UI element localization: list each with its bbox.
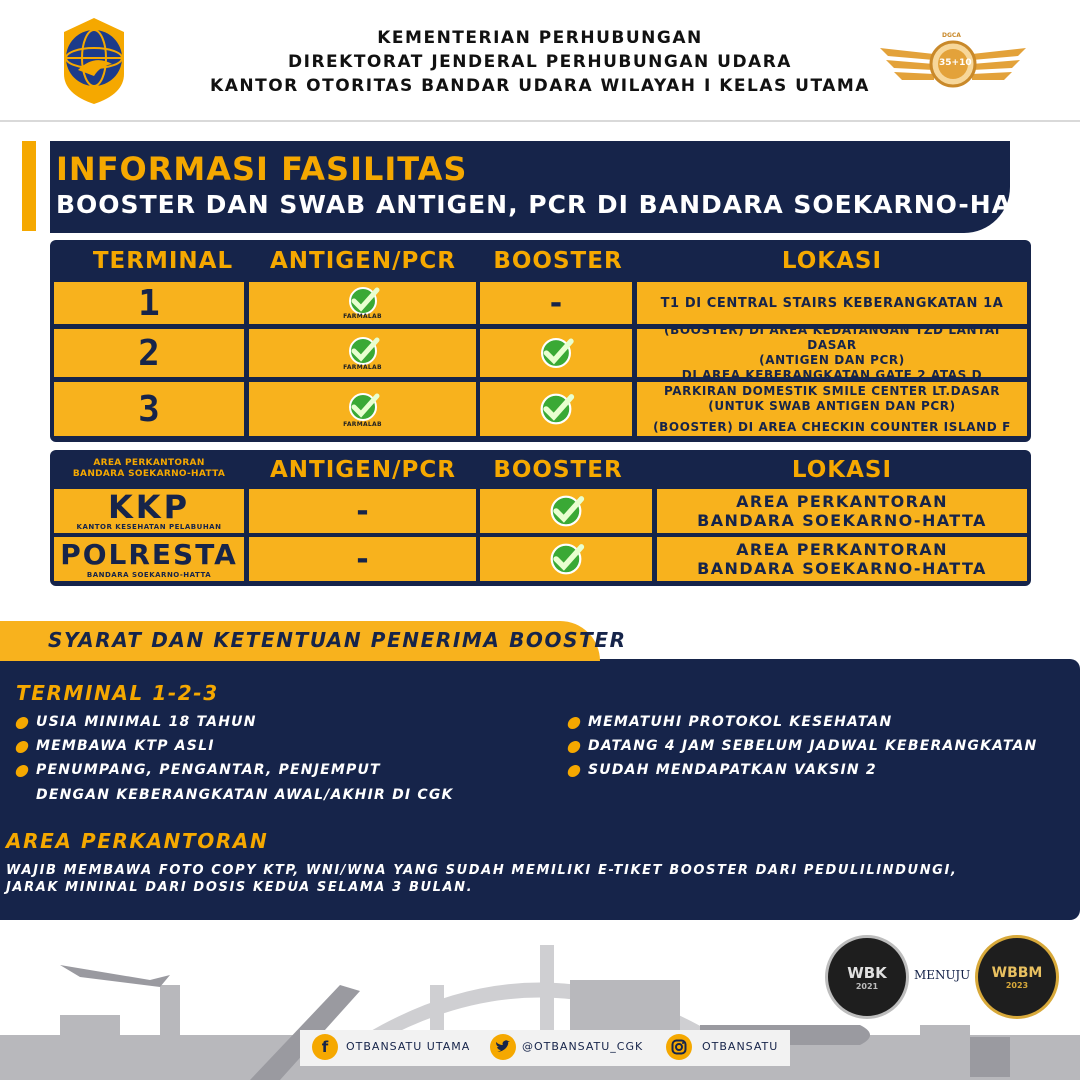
req-left-2: MEMBAWA KTP ASLI xyxy=(36,738,215,754)
title-accent-bar xyxy=(22,141,36,231)
kkp-booster xyxy=(480,489,652,533)
terminal-section-title: TERMINAL 1-2-3 xyxy=(16,681,219,705)
kkp-cell xyxy=(54,489,244,533)
t3-lokasi xyxy=(637,382,1027,436)
office-text-1: WAJIB MEMBAWA FOTO COPY KTP, WNI/WNA YANG SUDAH MEMILIKI E-TIKET BOOSTER DARI PEDULILINDUNGI, xyxy=(6,863,958,878)
header-line-3: KANTOR OTORITAS BANDAR UDARA WILAYAH I KELAS UTAMA xyxy=(210,76,870,96)
t1-lokasi-1: T1 DI CENTRAL STAIRS KEBERANGKATAN 1A xyxy=(660,295,1004,311)
menuju-label: MENUJU xyxy=(914,968,971,982)
t2-antigen-cell xyxy=(249,329,476,377)
facebook-icon[interactable]: f xyxy=(312,1034,338,1060)
polresta-cell xyxy=(54,537,244,581)
req-left-3-cont: DENGAN KEBERANGKATAN AWAL/AKHIR DI CGK xyxy=(36,787,454,803)
t3-lokasi-3: (BOOSTER) DI AREA CHECKIN COUNTER ISLAND F xyxy=(653,419,1011,434)
header-line-1: KEMENTERIAN PERHUBUNGAN xyxy=(377,28,703,48)
th-terminal: TERMINAL xyxy=(92,248,234,274)
th2-lokasi: LOKASI xyxy=(791,457,893,483)
th-booster: BOOSTER xyxy=(493,248,623,274)
instagram-handle[interactable]: OTBANSATU xyxy=(702,1040,779,1053)
wbk-label: WBK xyxy=(847,963,887,982)
t2-booster xyxy=(480,329,632,377)
check-icon xyxy=(534,393,578,425)
th-antigen: ANTIGEN/PCR xyxy=(270,248,456,274)
kkp-lokasi-1: AREA PERKANTORAN xyxy=(736,492,948,511)
th-area-2: BANDARA SOEKARNO-HATTA xyxy=(72,469,226,479)
title-main: INFORMASI FASILITAS xyxy=(56,150,468,188)
polresta-sub: BANDARA SOEKARNO-HATTA xyxy=(86,571,212,579)
requirements-title: SYARAT DAN KETENTUAN PENERIMA BOOSTER xyxy=(48,628,627,652)
polresta-antigen: - xyxy=(249,537,476,581)
antigen-provider: FARMALAB xyxy=(343,312,382,320)
th-area-1: AREA PERKANTORAN xyxy=(93,458,205,468)
polresta-name: POLRESTA xyxy=(60,538,238,571)
t3-lokasi-2: (UNTUK SWAB ANTIGEN DAN PCR) xyxy=(708,398,956,413)
wbbm-badge xyxy=(975,935,1059,1019)
req-right-2: DATANG 4 JAM SEBELUM JADWAL KEBERANGKATAN xyxy=(588,738,1038,754)
header-divider xyxy=(0,120,1080,122)
kkp-lokasi xyxy=(657,489,1027,533)
t2-lokasi xyxy=(637,323,1027,382)
check-icon xyxy=(343,287,383,315)
th2-antigen: ANTIGEN/PCR xyxy=(270,457,456,483)
antigen-provider: FARMALAB xyxy=(343,363,382,371)
req-left-3: PENUMPANG, PENGANTAR, PENJEMPUT xyxy=(36,762,381,778)
check-icon xyxy=(343,391,383,423)
dgca-text: DGCA xyxy=(942,32,961,39)
req-left-1: USIA MINIMAL 18 TAHUN xyxy=(36,714,257,730)
th-lokasi: LOKASI xyxy=(781,248,883,274)
t1-antigen-cell xyxy=(249,282,476,324)
polresta-lokasi-1: AREA PERKANTORAN xyxy=(736,540,948,559)
t1-terminal: 1 xyxy=(54,282,244,324)
twitter-handle[interactable]: @OTBANSATU_CGK xyxy=(522,1040,644,1053)
instagram-icon[interactable] xyxy=(666,1034,692,1060)
wbk-badge xyxy=(825,935,909,1019)
polresta-booster xyxy=(480,537,652,581)
check-icon xyxy=(544,543,588,575)
t2-lokasi-3: DI AREA KEBERANGKATAN GATE 2 ATAS D xyxy=(681,368,983,382)
check-icon xyxy=(544,495,588,527)
req-right-3: SUDAH MENDAPATKAN VAKSIN 2 xyxy=(588,762,877,778)
kkp-name: KKP xyxy=(107,488,191,526)
t3-terminal: 3 xyxy=(54,382,244,436)
t3-antigen-cell xyxy=(249,382,476,436)
wbbm-year: 2023 xyxy=(1005,980,1029,990)
kkp-antigen: - xyxy=(249,489,476,533)
kkp-sub: KANTOR KESEHATAN PELABUHAN xyxy=(76,523,222,531)
office-section-title: AREA PERKANTORAN xyxy=(6,829,269,853)
check-icon xyxy=(343,336,383,366)
t3-lokasi-1: PARKIRAN DOMESTIK SMILE CENTER LT.DASAR xyxy=(663,383,1001,398)
title-sub: BOOSTER DAN SWAB ANTIGEN, PCR DI BANDARA SOEKARNO-HATTA xyxy=(56,190,1066,219)
kkp-lokasi-2: BANDARA SOEKARNO-HATTA xyxy=(697,511,987,530)
antigen-provider: FARMALAB xyxy=(343,420,382,428)
t2-lokasi-1: (BOOSTER) DI AREA KEDATANGAN TZD LANTAI DASAR xyxy=(664,323,1000,352)
t1-lokasi xyxy=(637,282,1027,324)
dgca-center: 35+10 xyxy=(939,58,972,68)
t2-terminal: 2 xyxy=(54,329,244,377)
twitter-icon[interactable] xyxy=(490,1034,516,1060)
polresta-lokasi-2: BANDARA SOEKARNO-HATTA xyxy=(697,559,987,578)
wbbm-label: WBBM xyxy=(991,964,1043,981)
req-right-1: MEMATUHI PROTOKOL KESEHATAN xyxy=(588,714,893,730)
th2-booster: BOOSTER xyxy=(493,457,623,483)
t2-lokasi-2: (ANTIGEN DAN PCR) xyxy=(759,353,905,367)
t1-booster: - xyxy=(480,282,632,324)
th-area xyxy=(54,458,244,480)
kemenhub-logo xyxy=(54,14,134,106)
facebook-handle[interactable]: OTBANSATU UTAMA xyxy=(346,1040,471,1053)
office-text-2: JARAK MININAL DARI DOSIS KEDUA SELAMA 3 BULAN. xyxy=(6,880,474,895)
t3-booster xyxy=(480,382,632,436)
polresta-lokasi xyxy=(657,537,1027,581)
dgca-emblem xyxy=(876,24,1030,100)
check-icon xyxy=(534,338,578,368)
wbk-year: 2021 xyxy=(855,981,879,991)
header-line-2: DIREKTORAT JENDERAL PERHUBUNGAN UDARA xyxy=(288,52,792,72)
